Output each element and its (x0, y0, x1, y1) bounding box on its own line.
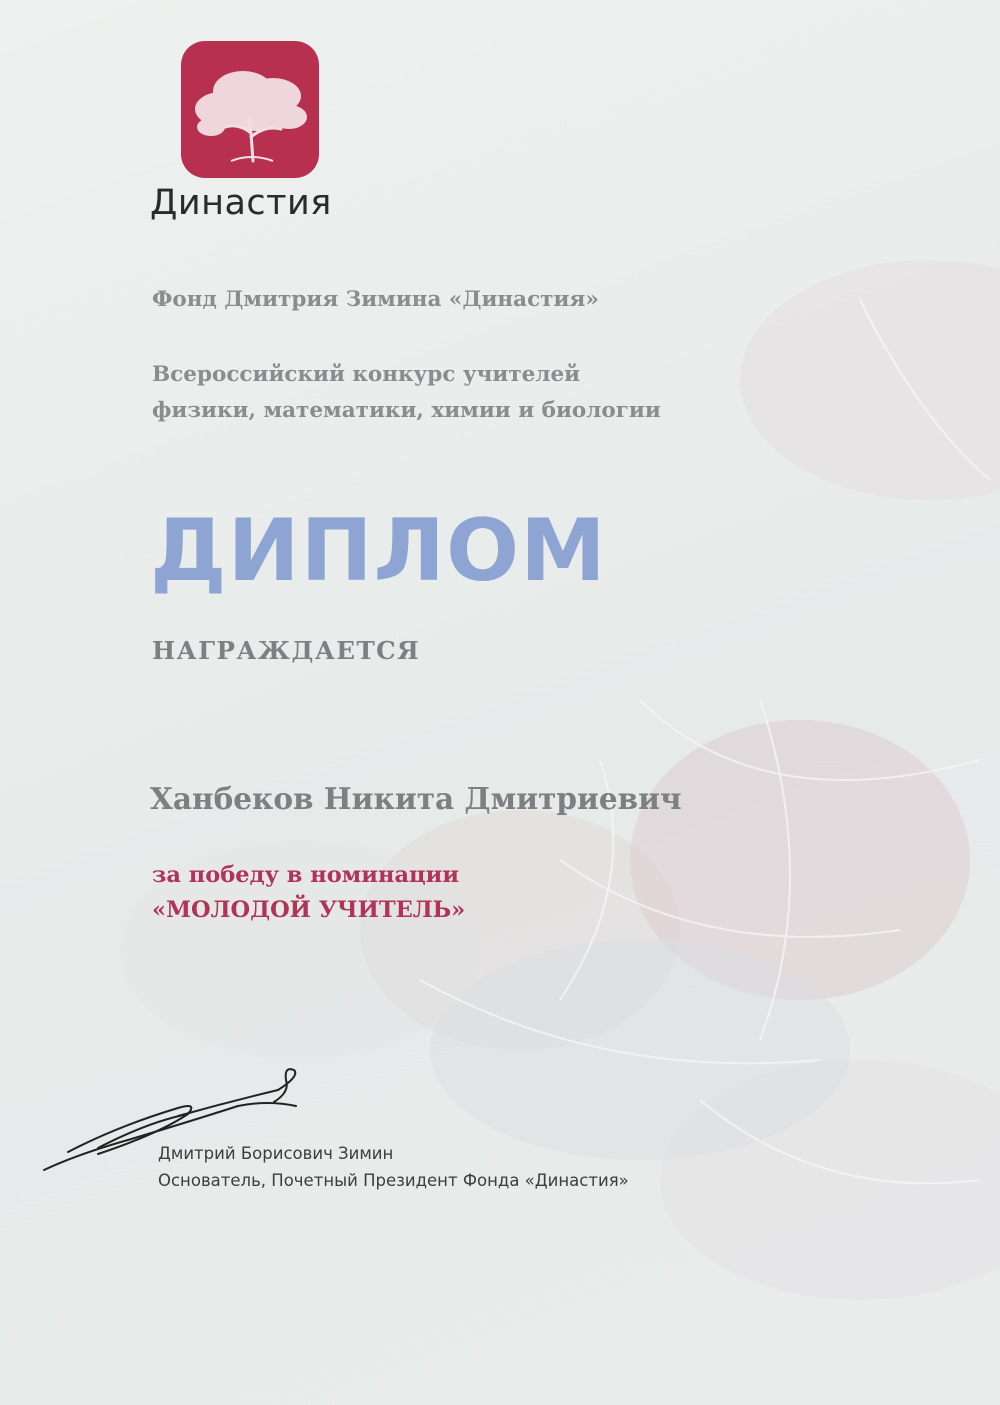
contest-line-1: Всероссийский конкурс учителей (152, 362, 581, 387)
nomination (152, 858, 465, 928)
logo-badge (181, 41, 319, 178)
contest-title (152, 357, 661, 429)
logo-wordmark: Династия (150, 183, 332, 223)
nomination-line-2: «МОЛОДОЙ УЧИТЕЛЬ» (152, 897, 466, 923)
signer-block (158, 1140, 629, 1194)
contest-line-2: физики, математики, химии и биологии (152, 398, 661, 423)
fund-name: Фонд Дмитрия Зимина «Династия» (152, 287, 599, 312)
tree-icon (181, 41, 319, 178)
signer-name: Дмитрий Борисович Зимин (158, 1144, 394, 1163)
recipient-name: Ханбеков Никита Дмитриевич (150, 781, 682, 816)
nomination-line-1: за победу в номинации (152, 862, 460, 888)
signer-position: Основатель, Почетный Президент Фонда «Династия» (158, 1171, 629, 1190)
diploma-title: ДИПЛОМ (150, 501, 607, 601)
awarded-label: НАГРАЖДАЕТСЯ (152, 636, 421, 665)
